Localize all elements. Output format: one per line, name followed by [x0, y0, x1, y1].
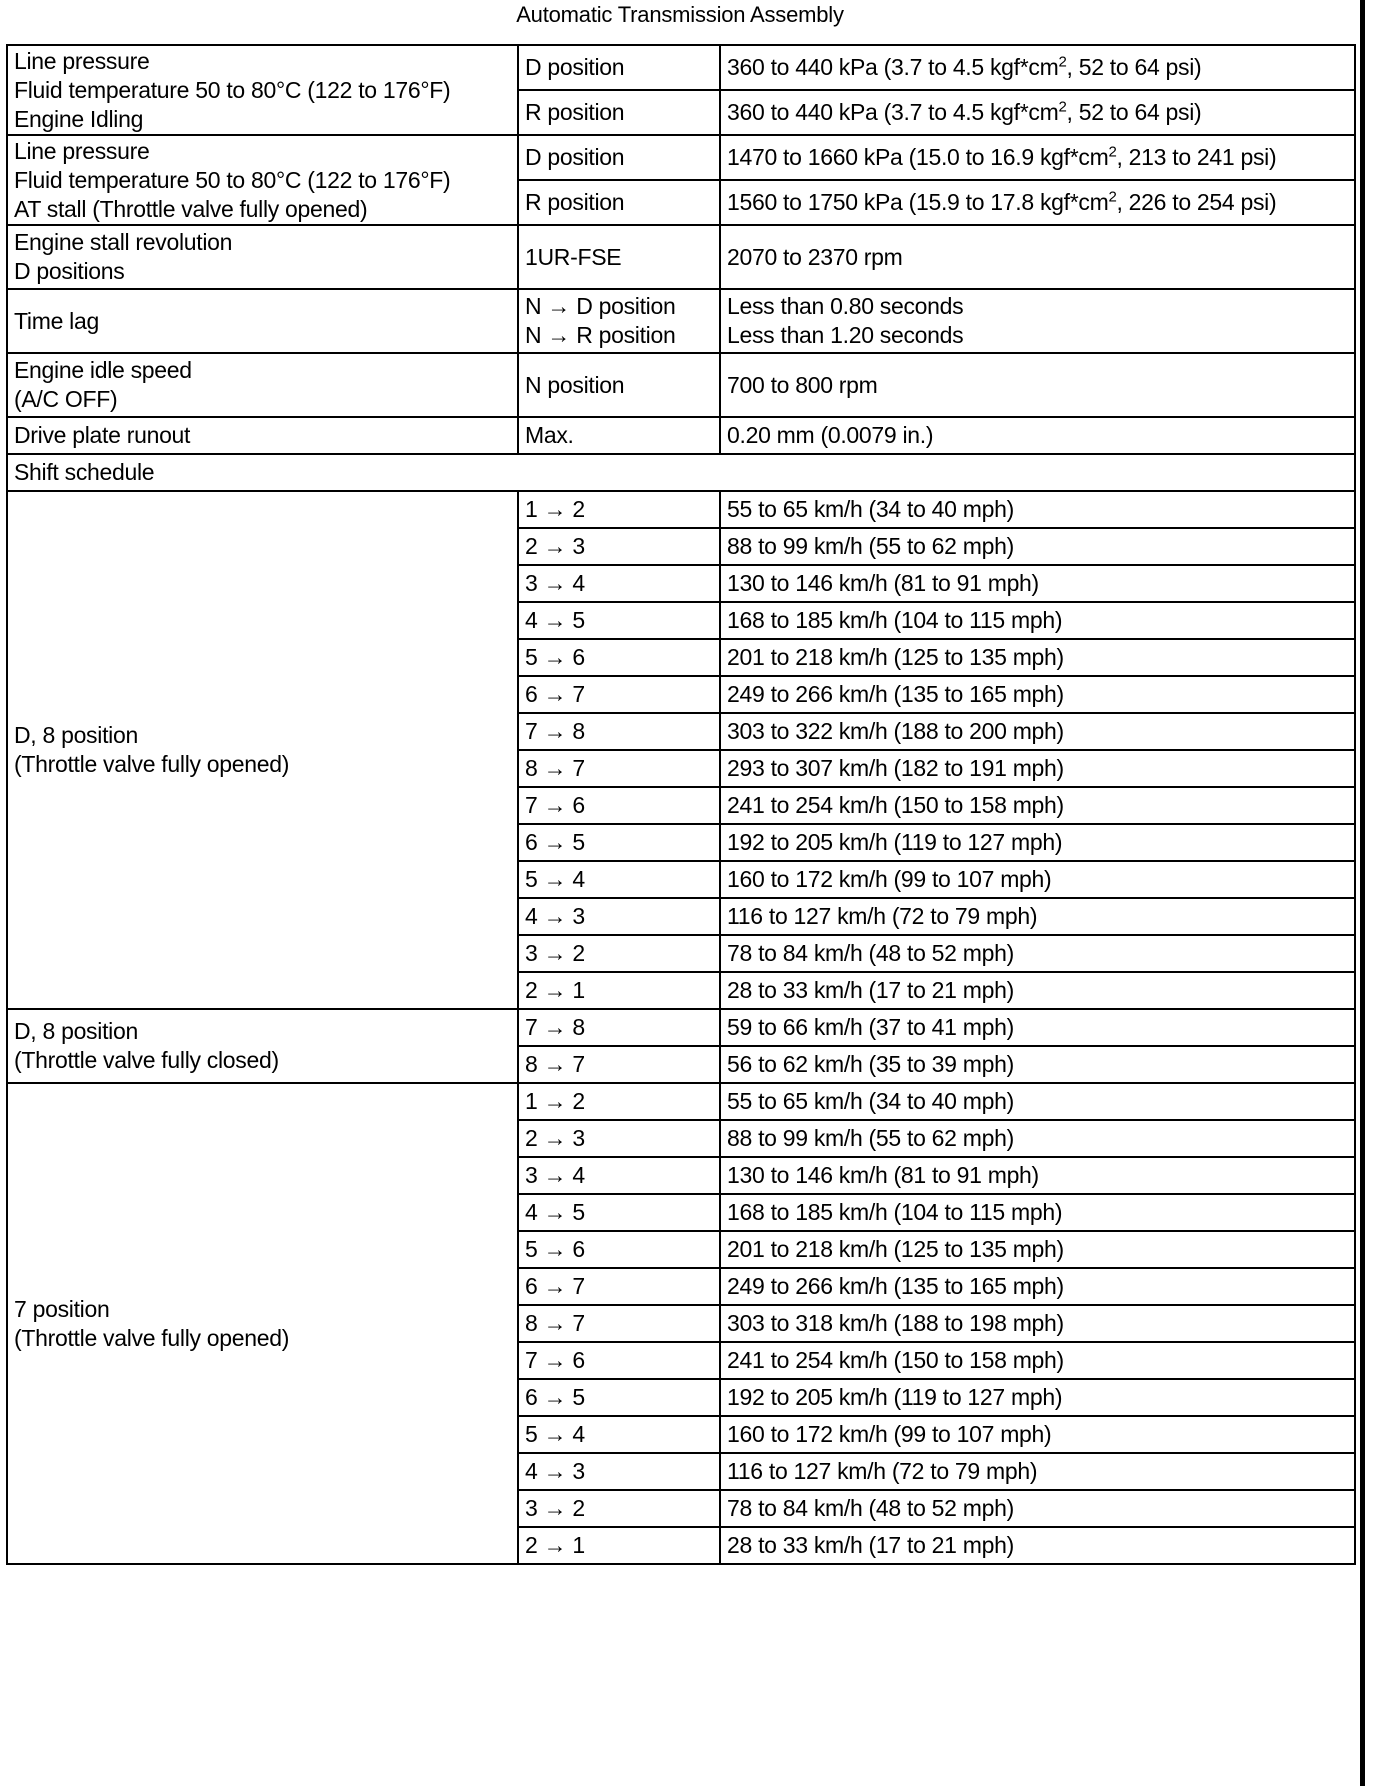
shift-step-text: 5 → 4: [525, 1421, 585, 1447]
spec-label-line: D positions: [14, 258, 125, 284]
spec-value-superscript: 2: [1058, 98, 1067, 116]
shift-speed: [720, 1453, 1355, 1490]
shift-step: [518, 861, 720, 898]
shift-speed-text: 160 to 172 km/h (99 to 107 mph): [727, 866, 1052, 892]
shift-speed-text: 241 to 254 km/h (150 to 158 mph): [727, 1347, 1064, 1373]
spec-value-text: , 213 to 241 psi): [1116, 144, 1277, 170]
shift-speed-text: 130 to 146 km/h (81 to 91 mph): [727, 1162, 1039, 1188]
spec-label: [7, 353, 518, 417]
page-edge-rule: [1360, 0, 1365, 1786]
shift-step: [518, 676, 720, 713]
shift-step: [518, 1416, 720, 1453]
spec-value-superscript: 2: [1108, 143, 1117, 161]
shift-speed: [720, 824, 1355, 861]
shift-speed-text: 303 to 318 km/h (188 to 198 mph): [727, 1310, 1064, 1336]
shift-step: [518, 1527, 720, 1564]
shift-step-text: 8 → 7: [525, 755, 585, 781]
spec-label: [7, 417, 518, 454]
spec-label-line: Time lag: [14, 307, 99, 334]
shift-step-text: 7 → 6: [525, 792, 585, 818]
spec-condition: [518, 353, 720, 417]
shift-step: [518, 972, 720, 1009]
shift-speed: [720, 1231, 1355, 1268]
shift-speed: [720, 898, 1355, 935]
shift-speed: [720, 787, 1355, 824]
shift-step-text: 7 → 8: [525, 718, 585, 744]
shift-step-text: 8 → 7: [525, 1051, 585, 1077]
shift-step-text: 3 → 2: [525, 1495, 585, 1521]
shift-speed-text: 55 to 65 km/h (34 to 40 mph): [727, 1088, 1014, 1114]
spec-value-text: , 52 to 64 psi): [1066, 99, 1202, 125]
spec-condition: [518, 90, 720, 135]
spec-label-line: Fluid temperature 50 to 80°C (122 to 176°F): [14, 76, 451, 103]
shift-step-text: 4 → 3: [525, 1458, 585, 1484]
spec-label-line: Engine idle speed: [14, 357, 192, 383]
spec-value: [720, 225, 1355, 289]
shift-row: [7, 491, 1355, 528]
spec-row: [7, 353, 1355, 417]
shift-step: [518, 824, 720, 861]
spec-value-text: , 226 to 254 psi): [1116, 189, 1277, 215]
spec-label-line: AT stall (Throttle valve fully opened): [14, 195, 368, 222]
shift-step-text: 3 → 4: [525, 1162, 585, 1188]
shift-speed-text: 28 to 33 km/h (17 to 21 mph): [727, 977, 1014, 1003]
shift-group-label-line: 7 position: [14, 1295, 110, 1322]
spec-value-text: 360 to 440 kPa (3.7 to 4.5 kgf*cm: [727, 54, 1059, 80]
spec-row: [7, 289, 1355, 353]
spec-table: [6, 44, 1356, 1565]
spec-label: [7, 135, 518, 225]
shift-step-text: 4 → 5: [525, 1199, 585, 1225]
spec-condition: [518, 417, 720, 454]
shift-speed-text: 28 to 33 km/h (17 to 21 mph): [727, 1532, 1014, 1558]
shift-step-text: 4 → 5: [525, 607, 585, 633]
shift-step: [518, 787, 720, 824]
spec-label: [7, 289, 518, 353]
shift-step-text: 6 → 5: [525, 1384, 585, 1410]
shift-schedule-heading: [7, 454, 1355, 491]
spec-condition: [518, 225, 720, 289]
shift-group-label-line: (Throttle valve fully closed): [14, 1047, 279, 1073]
spec-condition-text: D position: [525, 144, 625, 170]
shift-group-label-line: D, 8 position: [14, 1018, 138, 1044]
spec-condition-text: R position: [525, 189, 625, 215]
shift-step-text: 2 → 1: [525, 977, 585, 1003]
shift-speed-text: 168 to 185 km/h (104 to 115 mph): [727, 1199, 1063, 1225]
spec-label-line: Fluid temperature 50 to 80°C (122 to 176°F): [14, 166, 451, 193]
spec-value: [720, 417, 1355, 454]
shift-speed-text: 201 to 218 km/h (125 to 135 mph): [727, 644, 1064, 670]
spec-value-line: 700 to 800 rpm: [727, 371, 878, 398]
shift-speed-text: 88 to 99 km/h (55 to 62 mph): [727, 1125, 1014, 1151]
spec-value-superscript: 2: [1108, 188, 1117, 206]
shift-step: [518, 1083, 720, 1120]
spec-value: [720, 90, 1355, 135]
shift-speed-text: 168 to 185 km/h (104 to 115 mph): [727, 607, 1063, 633]
shift-speed-text: 78 to 84 km/h (48 to 52 mph): [727, 1495, 1014, 1521]
shift-speed: [720, 1157, 1355, 1194]
spec-label-line: Line pressure: [14, 137, 150, 164]
spec-condition: [518, 289, 720, 353]
spec-value-line: 0.20 mm (0.0079 in.): [727, 422, 934, 448]
shift-speed: [720, 750, 1355, 787]
spec-value: [720, 45, 1355, 90]
shift-step-text: 5 → 6: [525, 1236, 585, 1262]
spec-label-line: Engine stall revolution: [14, 229, 233, 255]
spec-condition-line: N → R position: [525, 322, 676, 348]
shift-speed-text: 130 to 146 km/h (81 to 91 mph): [727, 570, 1039, 596]
shift-step: [518, 639, 720, 676]
shift-speed: [720, 935, 1355, 972]
shift-step: [518, 935, 720, 972]
spec-value: [720, 180, 1355, 225]
spec-row: [7, 135, 1355, 180]
shift-speed: [720, 1194, 1355, 1231]
spec-row: [7, 225, 1355, 289]
shift-speed-text: 55 to 65 km/h (34 to 40 mph): [727, 496, 1014, 522]
spec-value-line: 2070 to 2370 rpm: [727, 243, 903, 270]
shift-step: [518, 1379, 720, 1416]
shift-speed-text: 160 to 172 km/h (99 to 107 mph): [727, 1421, 1052, 1447]
spec-condition-line: N → D position: [525, 293, 676, 319]
shift-speed-text: 241 to 254 km/h (150 to 158 mph): [727, 792, 1064, 818]
shift-step: [518, 1490, 720, 1527]
shift-step: [518, 1046, 720, 1083]
shift-step-text: 8 → 7: [525, 1310, 585, 1336]
shift-step: [518, 1268, 720, 1305]
shift-step: [518, 565, 720, 602]
shift-speed: [720, 1009, 1355, 1046]
shift-speed-text: 59 to 66 km/h (37 to 41 mph): [727, 1014, 1014, 1040]
spec-value-text: , 52 to 64 psi): [1066, 54, 1202, 80]
spec-value-text: 1470 to 1660 kPa (15.0 to 16.9 kgf*cm: [727, 144, 1109, 170]
shift-step: [518, 1194, 720, 1231]
shift-group-label-line: D, 8 position: [14, 722, 138, 748]
spec-value: [720, 135, 1355, 180]
shift-speed: [720, 1083, 1355, 1120]
spec-label-line: Line pressure: [14, 47, 150, 74]
spec-value-line: Less than 1.20 seconds: [727, 322, 964, 348]
shift-speed-text: 249 to 266 km/h (135 to 165 mph): [727, 681, 1064, 707]
spec-label: [7, 225, 518, 289]
shift-speed: [720, 713, 1355, 750]
shift-step: [518, 491, 720, 528]
shift-speed-text: 116 to 127 km/h (72 to 79 mph): [727, 903, 1038, 929]
shift-step: [518, 750, 720, 787]
shift-step-text: 5 → 6: [525, 644, 585, 670]
shift-step-text: 2 → 1: [525, 1532, 585, 1558]
shift-speed: [720, 1379, 1355, 1416]
shift-step-text: 3 → 2: [525, 940, 585, 966]
shift-speed-text: 88 to 99 km/h (55 to 62 mph): [727, 533, 1014, 559]
shift-speed-text: 293 to 307 km/h (182 to 191 mph): [727, 755, 1064, 781]
shift-step: [518, 602, 720, 639]
shift-speed: [720, 1527, 1355, 1564]
spec-condition: [518, 135, 720, 180]
shift-step-text: 7 → 8: [525, 1014, 585, 1040]
shift-speed: [720, 1490, 1355, 1527]
shift-speed: [720, 639, 1355, 676]
shift-speed: [720, 565, 1355, 602]
shift-speed-text: 303 to 322 km/h (188 to 200 mph): [727, 718, 1064, 744]
shift-group-label: [7, 491, 518, 1009]
shift-group-label-line: (Throttle valve fully opened): [14, 1324, 290, 1351]
shift-speed: [720, 1342, 1355, 1379]
shift-step: [518, 1342, 720, 1379]
shift-speed: [720, 1046, 1355, 1083]
shift-speed-text: 249 to 266 km/h (135 to 165 mph): [727, 1273, 1064, 1299]
shift-speed-text: 56 to 62 km/h (35 to 39 mph): [727, 1051, 1014, 1077]
shift-step-text: 6 → 7: [525, 1273, 585, 1299]
shift-step-text: 6 → 5: [525, 829, 585, 855]
spec-row: [7, 417, 1355, 454]
shift-speed-text: 192 to 205 km/h (119 to 127 mph): [727, 829, 1063, 855]
shift-speed-text: 78 to 84 km/h (48 to 52 mph): [727, 940, 1014, 966]
shift-step-text: 1 → 2: [525, 1088, 585, 1114]
page-title: Automatic Transmission Assembly: [516, 2, 844, 27]
shift-step-text: 7 → 6: [525, 1347, 585, 1373]
spec-value: [720, 353, 1355, 417]
spec-table-body: [7, 45, 1355, 1564]
shift-step: [518, 898, 720, 935]
shift-row: [7, 1083, 1355, 1120]
shift-speed: [720, 1305, 1355, 1342]
shift-speed: [720, 1268, 1355, 1305]
shift-row: [7, 1009, 1355, 1046]
shift-step-text: 3 → 4: [525, 570, 585, 596]
spec-condition-line: Max.: [525, 422, 574, 448]
spec-value-text: 360 to 440 kPa (3.7 to 4.5 kgf*cm: [727, 99, 1059, 125]
shift-group-label: [7, 1083, 518, 1564]
shift-step-text: 1 → 2: [525, 496, 585, 522]
spec-label-line: Engine Idling: [14, 105, 144, 132]
shift-group-label: [7, 1009, 518, 1083]
shift-speed-text: 201 to 218 km/h (125 to 135 mph): [727, 1236, 1064, 1262]
spec-value-superscript: 2: [1058, 53, 1067, 71]
shift-step: [518, 1305, 720, 1342]
shift-speed: [720, 528, 1355, 565]
spec-condition-line: N position: [525, 371, 625, 398]
shift-speed-text: 116 to 127 km/h (72 to 79 mph): [727, 1458, 1038, 1484]
spec-condition: [518, 180, 720, 225]
shift-speed-text: 192 to 205 km/h (119 to 127 mph): [727, 1384, 1063, 1410]
shift-speed: [720, 676, 1355, 713]
shift-step: [518, 1009, 720, 1046]
shift-step: [518, 1231, 720, 1268]
shift-speed: [720, 1120, 1355, 1157]
spec-value: [720, 289, 1355, 353]
spec-condition: [518, 45, 720, 90]
spec-label-line: Drive plate runout: [14, 422, 191, 448]
shift-speed: [720, 972, 1355, 1009]
spec-label-line: (A/C OFF): [14, 386, 118, 412]
shift-step-text: 5 → 4: [525, 866, 585, 892]
shift-speed: [720, 861, 1355, 898]
shift-step: [518, 528, 720, 565]
shift-speed: [720, 1416, 1355, 1453]
shift-step: [518, 713, 720, 750]
shift-step-text: 4 → 3: [525, 903, 585, 929]
shift-schedule-heading-row: [7, 454, 1355, 491]
shift-speed: [720, 491, 1355, 528]
spec-value-line: Less than 0.80 seconds: [727, 293, 964, 319]
spec-value-text: 1560 to 1750 kPa (15.9 to 17.8 kgf*cm: [727, 189, 1109, 215]
spec-condition-text: D position: [525, 54, 625, 80]
spec-label: [7, 45, 518, 135]
shift-schedule-heading-text: Shift schedule: [14, 459, 155, 485]
shift-step: [518, 1453, 720, 1490]
shift-step: [518, 1120, 720, 1157]
spec-condition-line: 1UR-FSE: [525, 243, 622, 270]
shift-step-text: 2 → 3: [525, 533, 585, 559]
spec-row: [7, 45, 1355, 90]
shift-group-label-line: (Throttle valve fully opened): [14, 751, 290, 777]
spec-condition-text: R position: [525, 99, 625, 125]
shift-step: [518, 1157, 720, 1194]
shift-step-text: 6 → 7: [525, 681, 585, 707]
shift-step-text: 2 → 3: [525, 1125, 585, 1151]
shift-speed: [720, 602, 1355, 639]
